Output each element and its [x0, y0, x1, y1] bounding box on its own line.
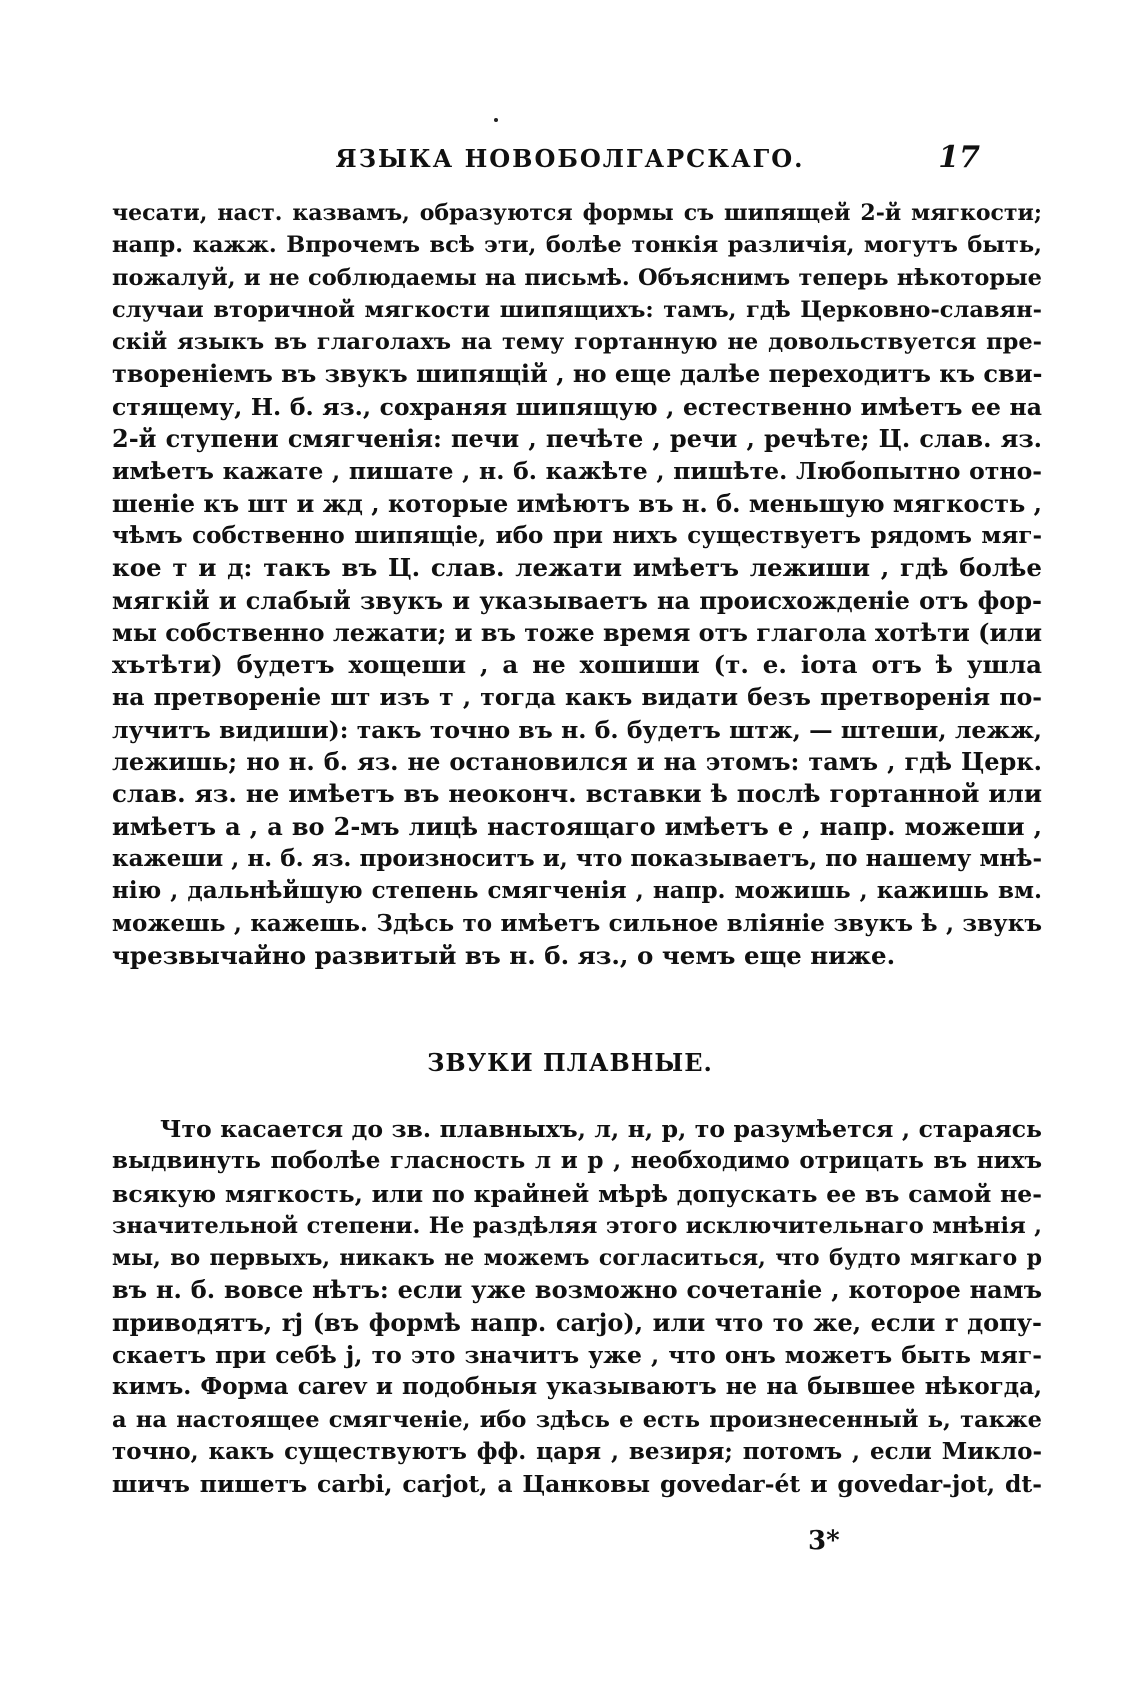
text-line: а на настоящее смягченіе, ибо здѣсь e есть произнесенный ь, также	[112, 1406, 1042, 1433]
running-head	[0, 140, 1140, 180]
text-line: имѣетъ кажате , пишате , н. б. кажѣте , пишѣте. Любопытно отно-	[112, 457, 1042, 486]
text-line: кое т и д: такъ въ Ц. слав. лежати имѣетъ лежиши , гдѣ болѣе	[112, 553, 1042, 583]
text-line: всякую мягкость, или по крайней мѣрѣ допускать ее въ самой не-	[112, 1179, 1042, 1208]
paragraph-liquids	[112, 1113, 1042, 1501]
text-line: случаи вторичной мягкости шипящихъ: тамъ, гдѣ Церковно-славян-	[112, 296, 1042, 323]
text-line: приводятъ, rj (въ формѣ напр. carjo), или что то же, если r допу-	[112, 1307, 1042, 1337]
text-line: нію , дальнѣйшую степень смягченія , напр. можишь , кажишь вм.	[112, 877, 1042, 905]
text-line: кимъ. Форма carev и подобныя указываютъ не на бывшее нѣкогда,	[112, 1373, 1042, 1401]
running-title: ЯЗЫКА НОВОБОЛГАРСКАГО.	[335, 144, 805, 173]
text-line: мы собственно лежати; и въ тоже время отъ глагола хотѣти (или	[112, 617, 1043, 647]
text-line: Что касается до зв. плавныхъ, л, н, р, то разумѣется , стараясь	[160, 1115, 1042, 1143]
print-speck	[494, 118, 498, 122]
text-line: скій языкъ въ глаголахъ на тему гортанную не довольствуется пре-	[112, 329, 1042, 356]
text-line: лучитъ видиши): такъ точно въ н. б. будетъ штж, — штеши, лежж,	[112, 715, 1042, 744]
paragraph-continuation	[112, 197, 1042, 972]
text-line: мы, во первыхъ, никакъ не можемъ согласиться, что будто мягкаго р	[112, 1245, 1042, 1272]
text-line: лежишь; но н. б. яз. не остановился и на этомъ: тамъ , гдѣ Церк.	[112, 747, 1042, 777]
text-line: 2-й ступени смягченія: печи , печѣте , речи , речѣте; Ц. слав. яз.	[112, 424, 1042, 454]
text-line: шичъ пишетъ carbi, carjot, а Цанковы govedar-ét и govedar-jot, dt-	[112, 1470, 1042, 1499]
text-line: чѣмъ собственно шипящіе, ибо при нихъ существуетъ рядомъ мяг-	[112, 521, 1042, 549]
text-line: слав. яз. не имѣетъ въ неоконч. вставки ѣ послѣ гортанной или	[112, 779, 1042, 809]
section-heading: ЗВУКИ ПЛАВНЫЕ.	[427, 1048, 713, 1077]
text-line: скаетъ при себѣ j, то это значитъ уже , что онъ можетъ быть мяг-	[112, 1341, 1042, 1370]
text-line: напр. кажж. Впрочемъ всѣ эти, болѣе тонкія различія, могутъ быть,	[112, 232, 1042, 259]
text-line: пожалуй, и не соблюдаемы на письмѣ. Объяснимъ теперь нѣкоторые	[112, 264, 1042, 291]
text-line: значительной степени. Не раздѣляя этого исключительнаго мнѣнія ,	[112, 1212, 1042, 1239]
text-line: чесати, наст. казвамъ, образуются формы съ шипящей 2-й мягкости;	[112, 200, 1042, 226]
text-line: выдвинуть поболѣе гласность л и р , необходимо отрицать въ нихъ	[112, 1147, 1042, 1175]
text-line: на претвореніе шт изъ т , тогда какъ видати безъ претворенія по-	[112, 683, 1042, 712]
text-line: въ н. б. вовсе нѣтъ: если уже возможно сочетаніе , которое намъ	[112, 1275, 1042, 1305]
text-line: точно, какъ существуютъ фф. царя , везиря; потомъ , если Микло-	[112, 1437, 1042, 1465]
text-line: мягкій и слабый звукъ и указываетъ на происхожденіе отъ фор-	[112, 585, 1042, 615]
text-line: кажеши , н. б. яз. произноситъ и, что показываетъ, по нашему мнѣ-	[112, 844, 1042, 872]
text-line: чрезвычайно развитый въ н. б. яз., о чемъ еще ниже.	[112, 940, 896, 970]
text-line: стящему, Н. б. яз., сохраняя шипящую , естественно имѣетъ ее на	[112, 392, 1042, 421]
printer-signature-mark: 3*	[808, 1526, 840, 1556]
text-line: шеніе къ шт и жд , которые имѣютъ въ н. б. меньшую мягкость ,	[112, 488, 1043, 518]
text-line: можешь , кажешь. Здѣсь то имѣетъ сильное вліяніе звукъ ѣ , звукъ	[112, 909, 1042, 937]
text-line: имѣетъ а , а во 2-мъ лицѣ настоящаго имѣетъ е , напр. можеши ,	[112, 811, 1042, 841]
text-line: хътѣти) будетъ хощеши , а не хошиши (т. е. іота отъ ѣ ушла	[112, 650, 1042, 680]
text-line: твореніемъ въ звукъ шипящій , но еще далѣе переходитъ къ сви-	[112, 359, 1043, 389]
page-number: 17	[938, 140, 980, 175]
